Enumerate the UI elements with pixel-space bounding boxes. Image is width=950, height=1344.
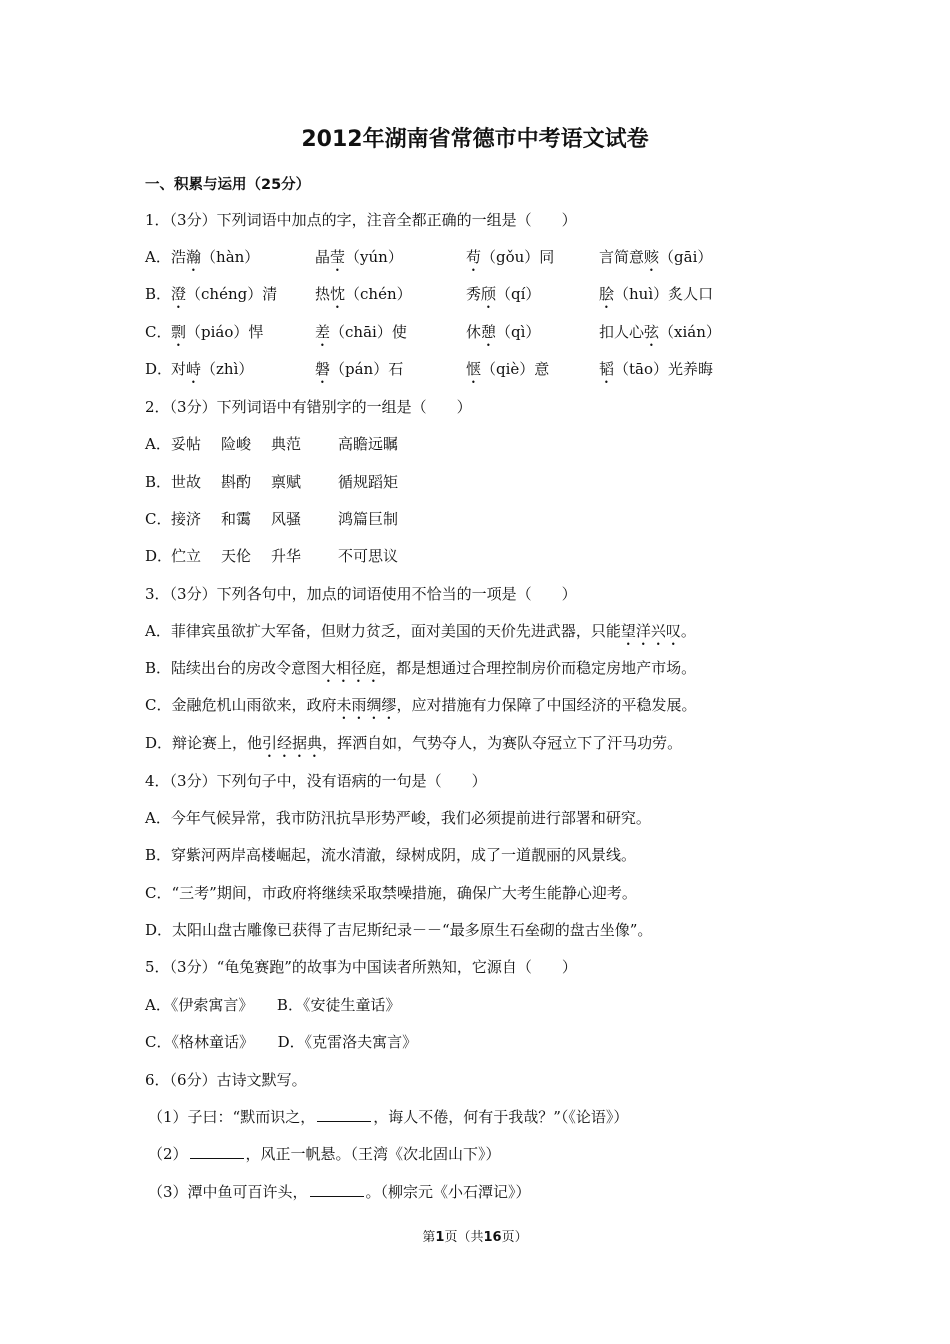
q1-term: 热忱（chén） [315, 285, 412, 303]
q5-stem: 5．（3分）“龟兔赛跑”的故事为中国读者所熟知，它源自（ ） [145, 958, 577, 976]
q5-options-row-1 [145, 993, 400, 1017]
page-title: 2012年湖南省常德市中考语文试卷 [301, 127, 649, 152]
q3-option: C．金融危机山雨欲来，政府未雨绸缪，应对措施有力保障了中国经济的平稳发展。 [145, 696, 697, 714]
q4-option: B．穿紫河两岸高楼崛起，流水清澈，绿树成阴，成了一道靓丽的风景线。 [145, 846, 637, 864]
q4-option: C．“三考”期间，市政府将继续采取禁噪措施，确保广大考生能静心迎考。 [145, 884, 637, 902]
q2-term: 典范 [271, 435, 302, 453]
q2-term: 伫立 [171, 547, 202, 565]
q1-term: 脍（huì）炙人口 [599, 285, 714, 303]
q2-term: 妥帖 [171, 435, 202, 453]
q3-option: D．辩论赛上，他引经据典，挥洒自如，气势夺人，为赛队夺冠立下了汗马功劳。 [145, 734, 683, 752]
q2-term: 不可思议 [338, 547, 399, 565]
q3-option: A．菲律宾虽欲扩大军备，但财力贫乏，面对美国的天价先进武器，只能望洋兴叹。 [145, 622, 696, 640]
q2-term: 斟酌 [221, 473, 252, 491]
q1-term: 剽（piáo）悍 [171, 323, 264, 341]
q1-term: 韬（tāo）光养晦 [599, 360, 714, 378]
q4-option: A．今年气候异常，我市防汛抗旱形势严峻，我们必须提前进行部署和研究。 [145, 809, 651, 827]
q2-option-label: B． [145, 473, 172, 491]
q4-option: D．太阳山盘古雕像已获得了吉尼斯纪录－－“最多原生石垒砌的盘古坐像”。 [145, 921, 653, 939]
q2-term: 循规蹈矩 [338, 473, 399, 491]
q1-term: 惬（qiè）意 [466, 360, 550, 378]
q2-option-label: C． [145, 510, 172, 528]
q6-stem: 6．（6分）古诗文默写。 [145, 1071, 307, 1089]
q1-stem: 1．（3分）下列词语中加点的字，注音全都正确的一组是（ ） [145, 211, 577, 229]
q2-term: 鸿篇巨制 [338, 510, 399, 528]
answer-blank[interactable] [317, 1106, 371, 1122]
q1-term: 磐（pán）石 [315, 360, 404, 378]
q2-term: 天伦 [221, 547, 252, 565]
q1-term: 秀颀（qí） [466, 285, 541, 303]
q2-term: 世故 [171, 473, 202, 491]
q1-term: 浩瀚（hàn） [171, 248, 260, 266]
q4-stem: 4．（3分）下列句子中，没有语病的一句是（ ） [145, 772, 487, 790]
page-footer: 第1页（共16页） [422, 1230, 528, 1245]
q1-term: 休憩（qì） [466, 323, 541, 341]
q2-term: 高瞻远瞩 [338, 435, 399, 453]
q2-term: 和霭 [221, 510, 252, 528]
q1-term: 晶莹（yún） [315, 248, 403, 266]
q2-term: 升华 [271, 547, 302, 565]
q1-option-label: B． [145, 285, 172, 303]
q2-term: 禀赋 [271, 473, 302, 491]
q1-option-label: D． [145, 360, 173, 378]
q2-term: 险峻 [221, 435, 252, 453]
q6-item-2: （2） ，风正一帆悬。（王湾《次北固山下》） [148, 1145, 501, 1163]
q1-term: 扣人心弦（xián） [599, 323, 721, 341]
q1-term: 苟（gǒu）同 [466, 248, 555, 266]
q5-option-a: A．《伊索寓言》 [145, 996, 254, 1014]
q6-item-1: （1）子曰：“默而识之， ，诲人不倦，何有于我哉？”（《论语》） [148, 1108, 629, 1126]
q1-term: 差（chāi）使 [315, 323, 407, 341]
q1-option-label: A． [145, 248, 171, 266]
q2-option-label: D． [145, 547, 173, 565]
q5-options-row-2 [145, 1030, 417, 1054]
answer-blank[interactable] [310, 1181, 364, 1197]
q5-option-c: C．《格林童话》 [145, 1033, 254, 1051]
q5-option-b: B．《安徒生童话》 [276, 996, 401, 1014]
q2-term: 接济 [171, 510, 202, 528]
q1-term: 对峙（zhì） [171, 360, 254, 378]
q5-option-d: D．《克雷洛夫寓言》 [277, 1033, 418, 1051]
q6-item-3: （3）潭中鱼可百许头， 。（柳宗元《小石潭记》） [148, 1183, 531, 1201]
answer-blank[interactable] [190, 1143, 244, 1159]
q1-term: 澄（chéng）清 [171, 285, 278, 303]
q2-term: 风骚 [271, 510, 302, 528]
q2-option-label: A． [145, 435, 171, 453]
q1-option-label: C． [145, 323, 172, 341]
q1-term: 言简意赅（gāi） [599, 248, 713, 266]
section-heading: 一、积累与运用（25分） [145, 177, 311, 193]
q3-stem: 3．（3分）下列各句中，加点的词语使用不恰当的一项是（ ） [145, 585, 577, 603]
q2-stem: 2．（3分）下列词语中有错别字的一组是（ ） [145, 398, 472, 416]
q3-option: B．陆续出台的房改令意图大相径庭，都是想通过合理控制房价而稳定房地产市场。 [145, 659, 697, 677]
